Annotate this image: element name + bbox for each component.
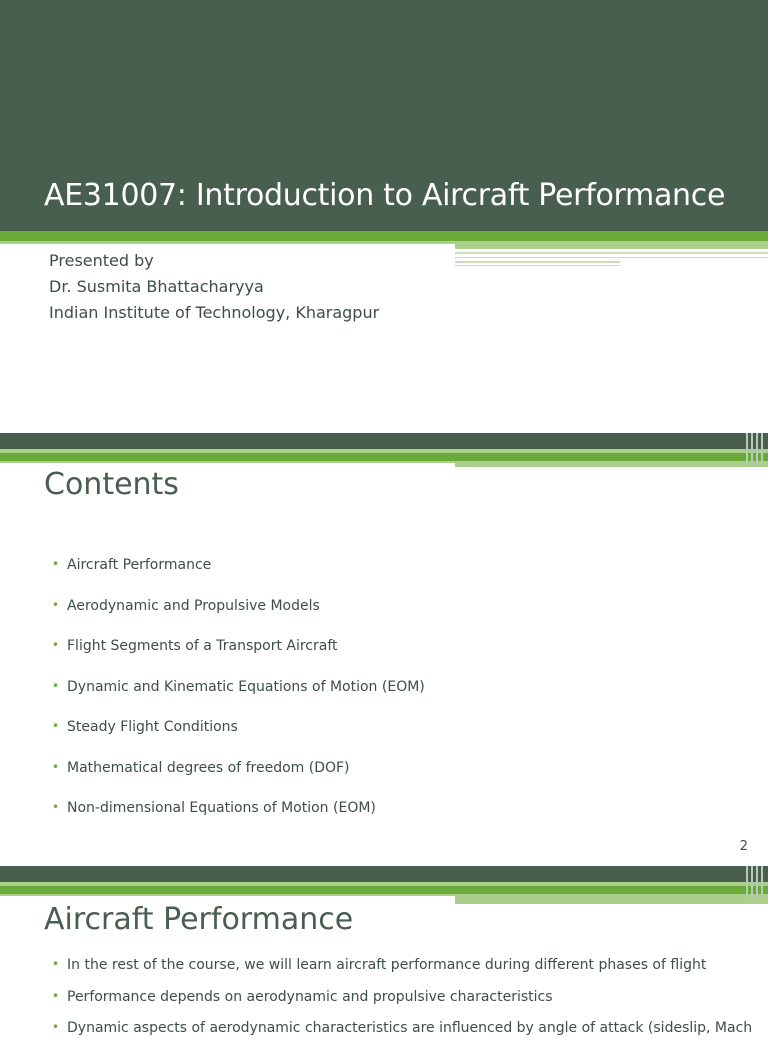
contents-heading: Contents	[44, 467, 179, 502]
corner-ticks	[744, 866, 768, 898]
accent-stripe-bold	[0, 886, 768, 894]
accent-line	[455, 252, 768, 254]
accent-block	[455, 461, 768, 467]
accent-line	[0, 461, 455, 463]
accent-line	[455, 265, 620, 266]
contents-list	[52, 557, 425, 841]
list-item: • In the rest of the course, we will learn aircraft performance during different phases of flight	[52, 957, 707, 973]
accent-block	[455, 894, 768, 904]
list-item: • Aircraft Performance	[52, 557, 212, 573]
bullet-icon: •	[52, 988, 60, 1003]
bullet-icon: •	[52, 1020, 60, 1034]
accent-line	[455, 261, 620, 263]
section-heading: Aircraft Performance	[44, 902, 354, 937]
slide-title: AE31007: Introduction to Aircraft Performance	[44, 178, 726, 213]
contents-slide	[0, 433, 768, 858]
bullet-icon: •	[52, 957, 60, 971]
list-item: • Flight Segments of a Transport Aircraft	[52, 638, 338, 654]
bullet-icon: •	[52, 557, 60, 571]
list-item: • Steady Flight Conditions	[52, 719, 238, 735]
bullet-icon: •	[52, 800, 60, 814]
presenter-name: Dr. Susmita Bhattacharyya	[49, 277, 264, 296]
accent-stripe-thin	[0, 241, 455, 244]
list-item: • Non-dimensional Equations of Motion (EOM)	[52, 800, 376, 816]
accent-line	[455, 257, 768, 258]
corner-ticks	[744, 433, 768, 465]
accent-stripe-bold	[0, 453, 768, 461]
title-slide	[0, 0, 768, 423]
list-item: • Dynamic and Kinematic Equations of Motion (EOM)	[52, 678, 425, 695]
presenter-info	[49, 248, 379, 326]
bullet-icon: •	[52, 759, 60, 774]
bullet-icon: •	[52, 719, 60, 733]
accent-line	[0, 894, 455, 896]
header-band	[0, 866, 768, 882]
accent-stripe	[0, 231, 768, 241]
bullet-icon: •	[52, 597, 60, 612]
performance-list	[52, 957, 752, 1052]
list-item: • Performance depends on aerodynamic and propulsive characteristics	[52, 988, 553, 1005]
header-band	[0, 433, 768, 449]
page-number: 2	[739, 839, 748, 854]
presented-by-label: Presented by	[49, 251, 154, 270]
aircraft-performance-slide	[0, 866, 768, 1036]
bullet-icon: •	[52, 638, 60, 652]
list-item: • Dynamic aspects of aerodynamic characteristics are influenced by angle of attack (sideslip, Mach	[52, 1020, 753, 1036]
accent-stripe-block	[455, 241, 768, 249]
list-item: • Mathematical degrees of freedom (DOF)	[52, 759, 350, 776]
presenter-institute: Indian Institute of Technology, Kharagpur	[49, 303, 380, 322]
list-item: • Aerodynamic and Propulsive Models	[52, 597, 320, 614]
bullet-icon: •	[52, 678, 60, 693]
